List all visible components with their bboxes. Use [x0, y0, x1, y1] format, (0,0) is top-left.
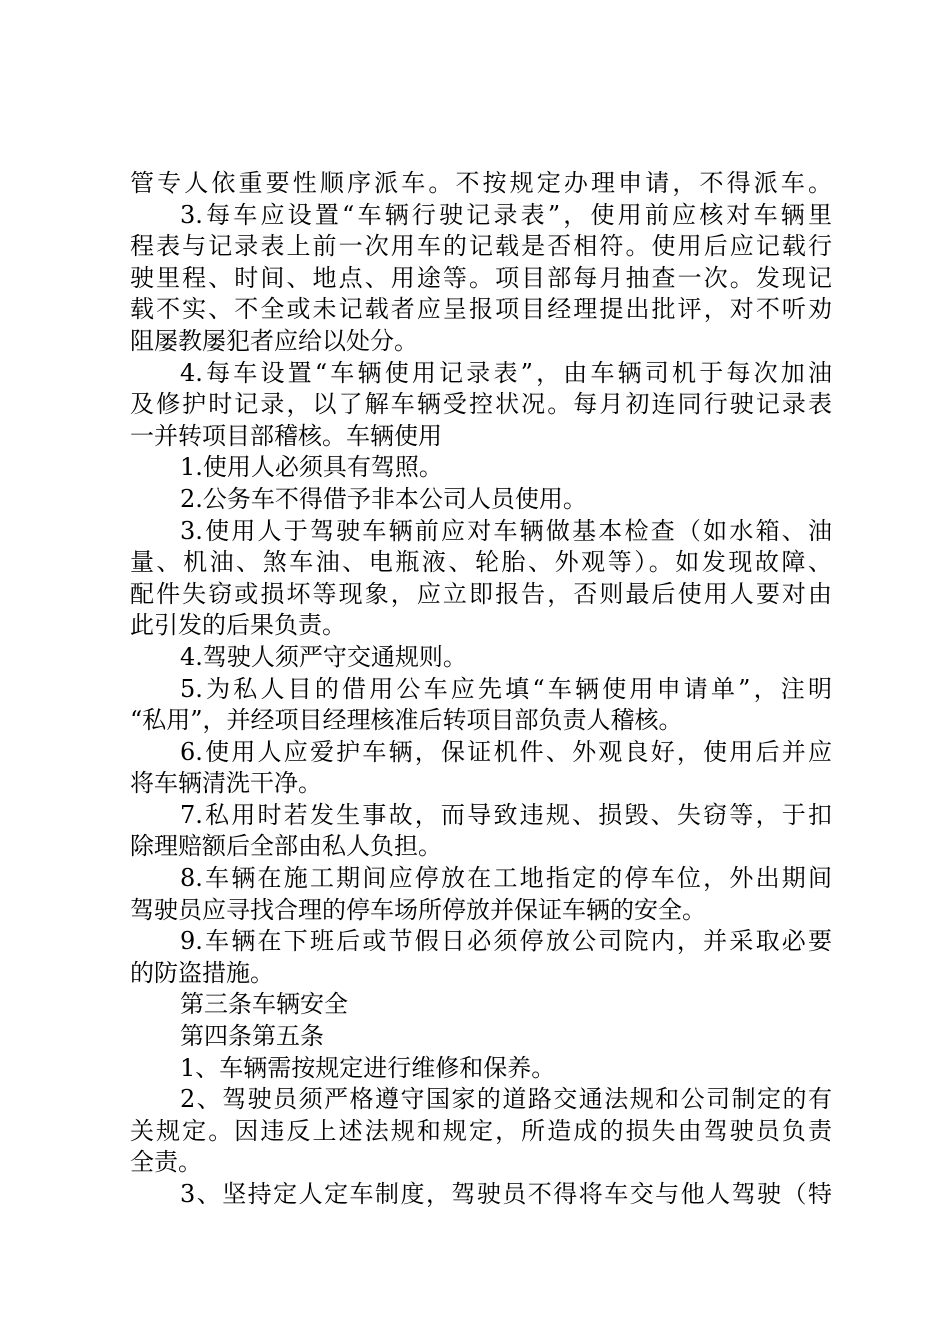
text-line: 3.每车应设置“车辆行驶记录表”，使用前应核对车辆里 [180, 200, 832, 229]
text-line: 3、坚持定人定车制度，驾驶员不得将车交与他人驾驶（特 [180, 1180, 832, 1208]
text-line: 6.使用人应爱护车辆，保证机件、外观良好，使用后并应 [180, 737, 832, 766]
text-line: 9.车辆在下班后或节假日必须停放公司院内，并采取必要 [180, 927, 832, 956]
text-line: 阻屡教屡犯者应给以处分。 [130, 326, 418, 355]
text-line: 一并转项目部稽核。车辆使用 [130, 421, 442, 450]
text-line: 5.为私人目的借用公车应先填“车辆使用申请单”，注明 [180, 674, 832, 703]
section-heading: 第四条第五条 [180, 1022, 324, 1051]
text-line: “私用”，并经项目经理核准后转项目部负责人稽核。 [130, 706, 683, 735]
text-line: 载不实、不全或未记载者应呈报项目经理提出批评，对不听劝 [130, 295, 832, 324]
text-line: 程表与记录表上前一次用车的记载是否相符。使用后应记载行 [130, 232, 832, 261]
text-line: 1.使用人必须具有驾照。 [180, 453, 443, 482]
text-line: 关规定。因违反上述法规和规定，所造成的损失由驾驶员负责 [130, 1116, 832, 1145]
text-line: 及修护时记录，以了解车辆受控状况。每月初连同行驶记录表 [130, 390, 832, 419]
text-line: 4.驾驶人须严守交通规则。 [180, 642, 467, 671]
text-line: 除理赔额后全部由私人负担。 [130, 832, 442, 861]
text-line: 全责。 [130, 1148, 202, 1177]
text-line: 1、车辆需按规定进行维修和保养。 [180, 1053, 556, 1082]
section-heading: 第三条车辆安全 [180, 990, 348, 1019]
text-line: 驶里程、时间、地点、用途等。项目部每月抽查一次。发现记 [130, 263, 832, 292]
text-line: 的防盗措施。 [130, 958, 274, 987]
text-line: 8.车辆在施工期间应停放在工地指定的停车位，外出期间 [180, 864, 832, 893]
text-line: 驾驶员应寻找合理的停车场所停放并保证车辆的安全。 [130, 895, 706, 924]
text-line: 将车辆清洗干净。 [130, 769, 322, 798]
text-line: 量、机油、煞车油、电瓶液、轮胎、外观等）。如发现故障、 [130, 548, 832, 577]
text-line: 2.公务车不得借予非本公司人员使用。 [180, 484, 587, 513]
text-line: 管专人依重要性顺序派车。不按规定办理申请，不得派车。 [130, 169, 832, 197]
text-line: 配件失窃或损坏等现象，应立即报告，否则最后使用人要对由 [130, 579, 832, 608]
text-line: 3.使用人于驾驶车辆前应对车辆做基本检查（如水箱、油 [180, 516, 832, 545]
text-line: 此引发的后果负责。 [130, 611, 346, 640]
text-line: 7.私用时若发生事故，而导致违规、损毁、失窃等，于扣 [180, 800, 832, 829]
text-line: 2、驾驶员须严格遵守国家的道路交通法规和公司制定的有 [180, 1085, 832, 1114]
text-line: 4.每车设置“车辆使用记录表”，由车辆司机于每次加油 [180, 358, 832, 387]
